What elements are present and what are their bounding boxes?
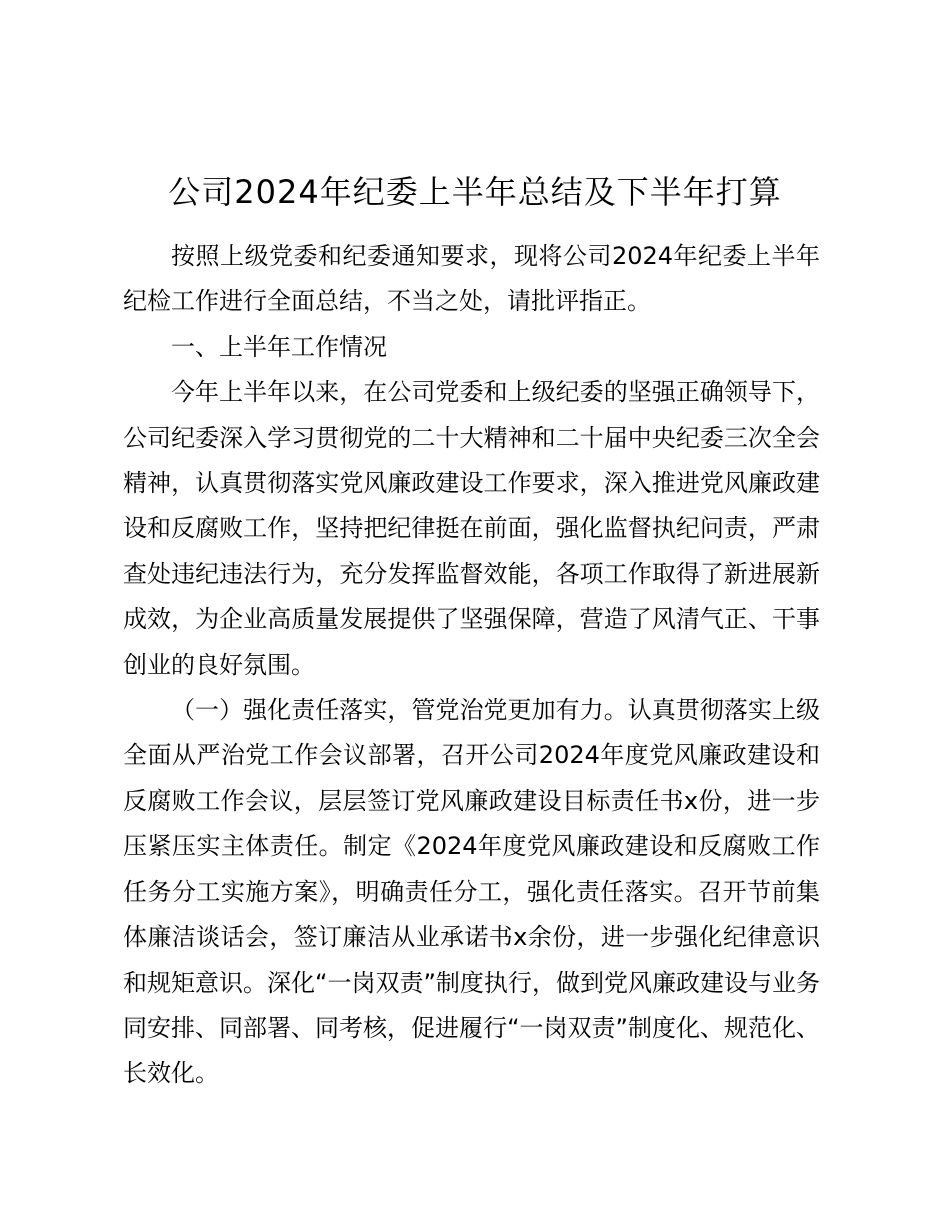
document-title: 公司2024年纪委上半年总结及下半年打算 (168, 173, 782, 211)
paragraph-intro: 按照上级党委和纪委通知要求，现将公司2024年纪委上半年纪检工作进行全面总结，不当之处，请批评指正。 (123, 242, 820, 316)
document-body (123, 234, 820, 1097)
paragraph-overview: 今年上半年以来，在公司党委和上级纪委的坚强正确领导下，公司纪委深入学习贯彻党的二十大精神和二十届中央纪委三次全会精神，认真贯彻落实党风廉政建设工作要求，深入推进党风廉政建设和反腐败工作，坚持把纪律挺在前面，强化监督执纪问责，严肃查处违纪违法行为，充分发挥监督效能，各项工作取得了新进展新成效，为企业高质量发展提供了坚强保障，营造了风清气正、干事创业的良好氛围。 (123, 378, 820, 679)
section-heading-first-half: 一、上半年工作情况 (171, 332, 387, 361)
paragraph-responsibility: （一）强化责任落实，管党治党更加有力。认真贯彻落实上级全面从严治党工作会议部署，召开公司2024年度党风廉政建设和反腐败工作会议，层层签订党风廉政建设目标责任书x份，进一步压紧压实主体责任。制定《2024年度党风廉政建设和反腐败工作任务分工实施方案》，明确责任分工，强化责任落实。召开节前集体廉洁谈话会，签订廉洁从业承诺书x余份，进一步强化纪律意识和规矩意识。深化“一岗双责”制度执行，做到党风廉政建设与业务同安排、同部署、同考核，促进履行“一岗双责”制度化、规范化、长效化。 (123, 696, 820, 1088)
